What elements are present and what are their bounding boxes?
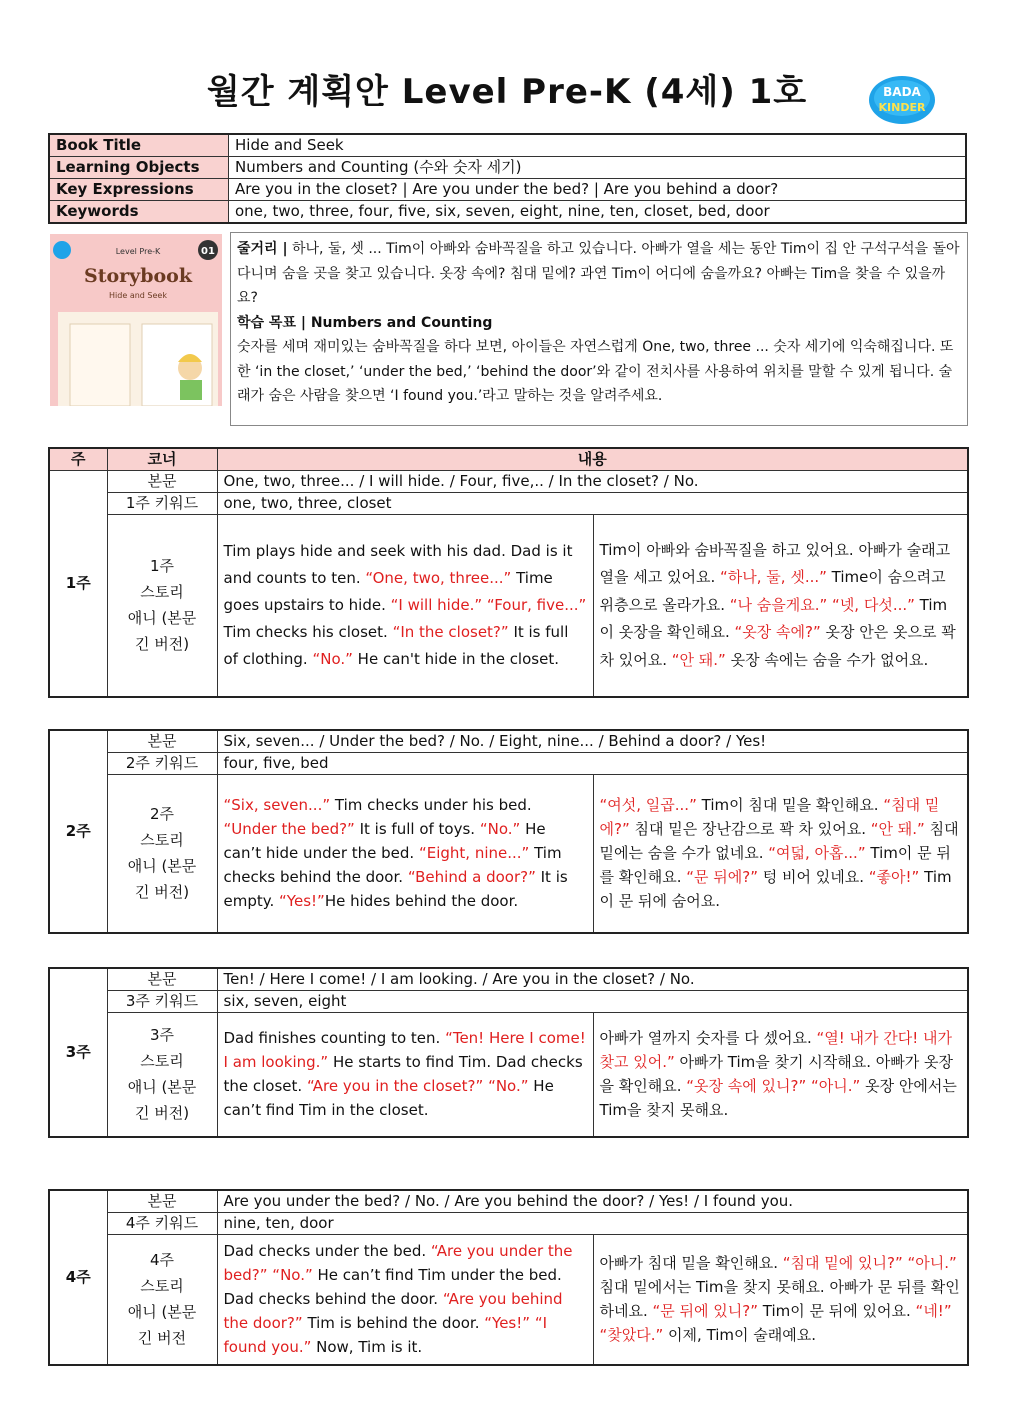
story-text: 침대 밑은 장난감으로 꽉 차 있어요. bbox=[629, 820, 871, 839]
plot-label: 줄거리 | bbox=[237, 241, 288, 257]
header-week: 주 bbox=[49, 448, 107, 471]
info-value: Hide and Seek bbox=[229, 134, 967, 157]
keyword-content: one, two, three, closet bbox=[217, 493, 968, 515]
text-corner-label: 본문 bbox=[107, 968, 217, 991]
story-text: 아빠가 열까지 숫자를 다 셌어요. bbox=[599, 1029, 817, 1048]
cover-subtitle: Hide and Seek bbox=[109, 291, 167, 300]
story-text: He can’t find Tim in the closet. bbox=[223, 1077, 554, 1120]
story-label-line: 애니 (본문 bbox=[127, 609, 197, 628]
dialogue-highlight: “Ten! Here I come! I am looking.” bbox=[223, 1029, 586, 1072]
keyword-row bbox=[49, 991, 968, 1013]
week-2-table bbox=[48, 729, 969, 934]
story-english bbox=[217, 1235, 593, 1365]
keyword-content: six, seven, eight bbox=[217, 991, 968, 1013]
text-content: Ten! / Here I come! / I am looking. / Are you in the closet? / No. bbox=[217, 968, 968, 991]
dialogue-highlight: “침대 밑에?” bbox=[599, 796, 940, 839]
text-content: Six, seven... / Under the bed? / No. / Eight, nine... / Behind a door? / Yes! bbox=[217, 730, 968, 753]
dialogue-highlight: “여덟, 아홉...” bbox=[768, 844, 866, 863]
story-text: He can't hide in the closet. bbox=[352, 649, 559, 668]
story-korean bbox=[593, 1013, 968, 1137]
story-text: Tim is behind the door. bbox=[302, 1314, 485, 1333]
story-korean bbox=[593, 775, 968, 933]
dialogue-highlight: “One, two, three...” bbox=[365, 568, 512, 587]
dialogue-highlight: “No.” bbox=[272, 1266, 313, 1285]
keyword-corner-label: 4주 키워드 bbox=[107, 1213, 217, 1235]
story-corner-label bbox=[107, 515, 217, 697]
info-key: Learning Objects bbox=[49, 157, 229, 179]
cover-title: Storybook bbox=[83, 265, 193, 287]
text-corner-label: 본문 bbox=[107, 730, 217, 753]
info-value: Are you in the closet? | Are you under the bed? | Are you behind a door? bbox=[229, 179, 967, 201]
dialogue-highlight: “옷장 속에?” bbox=[734, 623, 821, 641]
story-label-line: 애니 (본문 bbox=[127, 1078, 197, 1097]
story-text: Tim이 아빠와 숨바꼭질을 하고 있어요. 아빠가 술래고 열을 세고 있어요. bbox=[599, 540, 951, 586]
story-text: He hides behind the door. bbox=[324, 892, 519, 911]
story-text: Tim이 옷장을 확인해요. bbox=[599, 595, 948, 641]
dialogue-highlight: “Yes!” bbox=[484, 1314, 531, 1333]
story-text: Tim이 문 뒤에 있어요. bbox=[758, 1302, 916, 1321]
story-text: 침대 밑에는 숨을 수가 없네요. bbox=[599, 820, 959, 863]
story-text: 침대 밑에서는 Tim을 찾지 못해요. 아빠가 문 뒤를 확인하네요. bbox=[599, 1278, 960, 1321]
dialogue-highlight: “No.” bbox=[312, 649, 353, 668]
dialogue-highlight: “아니.” bbox=[811, 1077, 861, 1096]
story-row bbox=[49, 1013, 968, 1137]
info-value: Numbers and Counting (수와 숫자 세기) bbox=[229, 157, 967, 179]
plot-text: 하나, 둘, 셋 ... Tim이 아빠와 숨바꼭질을 하고 있습니다. 아빠가 열을 세는 동안 Tim이 집 안 구석구석을 돌아다니며 숨을 곳을 찾고 있습니다. 옷장 속에? 침대 밑에? 과연 Tim이 어디에 숨을까요? 아빠는 Tim을 찾을 수 있을까요? bbox=[237, 241, 960, 306]
story-text: He can’t find Tim under the bed. Dad checks behind the door. bbox=[223, 1266, 562, 1309]
story-text: Tim checks behind the door. bbox=[223, 844, 562, 887]
info-row bbox=[49, 201, 966, 224]
story-text: It is empty. bbox=[223, 868, 568, 911]
text-content: Are you under the bed? / No. / Are you behind the door? / Yes! / I found you. bbox=[217, 1190, 968, 1213]
story-label-line: 스토리 bbox=[140, 831, 184, 850]
story-row bbox=[49, 515, 968, 697]
story-label-line: 1주 bbox=[149, 557, 175, 576]
story-text: 옷장 속에는 숨을 수가 없어요. bbox=[725, 650, 929, 669]
dialogue-highlight: “Four, five...” bbox=[486, 595, 587, 614]
story-row bbox=[49, 775, 968, 933]
dialogue-highlight: “Behind a door?” bbox=[407, 868, 536, 887]
dialogue-highlight: “Under the bed?” bbox=[223, 820, 355, 839]
plot-paragraph bbox=[237, 237, 961, 311]
dialogue-highlight: “옷장 속에 있니?” bbox=[686, 1077, 807, 1096]
keyword-content: nine, ten, door bbox=[217, 1213, 968, 1235]
story-english bbox=[217, 515, 593, 697]
story-label-line: 긴 버전) bbox=[134, 883, 190, 902]
dialogue-highlight: “넷, 다섯...” bbox=[832, 595, 915, 614]
dialogue-highlight: “No.” bbox=[488, 1077, 529, 1096]
story-text: It is full of clothing. bbox=[223, 622, 569, 668]
story-text: He starts to find Tim. Dad checks the closet. bbox=[223, 1053, 583, 1096]
keyword-corner-label: 2주 키워드 bbox=[107, 753, 217, 775]
story-korean bbox=[593, 1235, 968, 1365]
goal-text: 숫자를 세며 재미있는 숨바꼭질을 하다 보면, 아이들은 자연스럽게 One, two, three ... 숫자 세기에 익숙해집니다. 또한 ‘in the closet,’ ‘under the bed,’ ‘behind the door’와 같이 전치사를 사용하여 위치를 말할 수 있게 됩니다. 술래가 숨은 사람을 찾으면 ‘I found you.’라고 말하는 것을 알려주세요. bbox=[237, 339, 954, 404]
story-text: Tim이 문 뒤를 확인해요. bbox=[599, 844, 951, 887]
story-label-line: 긴 버전) bbox=[134, 635, 190, 654]
info-row bbox=[49, 134, 966, 157]
story-text: 아빠가 Tim을 찾기 시작해요. 아빠가 옷장을 확인해요. bbox=[599, 1053, 953, 1096]
story-label-line: 애니 (본문 bbox=[127, 1303, 197, 1322]
text-row bbox=[49, 730, 968, 753]
week-label: 3주 bbox=[49, 968, 107, 1137]
dialogue-highlight: “문 뒤에 있니?” bbox=[652, 1302, 759, 1321]
week-label: 2주 bbox=[49, 730, 107, 933]
story-label-line: 스토리 bbox=[140, 1052, 184, 1071]
story-text: Dad finishes counting to ten. bbox=[223, 1029, 446, 1048]
dialogue-highlight: “좋아!” bbox=[868, 868, 920, 887]
goal-label: 학습 목표 | Numbers and Counting bbox=[237, 314, 493, 331]
dialogue-highlight: “I found you.” bbox=[223, 1314, 548, 1357]
keyword-content: four, five, bed bbox=[217, 753, 968, 775]
text-row bbox=[49, 968, 968, 991]
story-text: 옷장 안에서는 Tim을 찾지 못해요. bbox=[599, 1077, 957, 1120]
header-content: 내용 bbox=[217, 448, 968, 471]
keyword-row bbox=[49, 753, 968, 775]
text-corner-label: 본문 bbox=[107, 1190, 217, 1213]
story-text: 텅 비어 있네요. bbox=[758, 868, 869, 887]
dialogue-highlight: “In the closet?” bbox=[392, 622, 509, 641]
keyword-corner-label: 1주 키워드 bbox=[107, 493, 217, 515]
text-corner-label: 본문 bbox=[107, 471, 217, 493]
week-1-table bbox=[48, 447, 969, 698]
story-english bbox=[217, 775, 593, 933]
text-row bbox=[49, 471, 968, 493]
dialogue-highlight: “아니.” bbox=[907, 1254, 957, 1273]
dialogue-highlight: “안 돼.” bbox=[870, 820, 925, 839]
cover-level: Level Pre-K bbox=[115, 247, 161, 256]
story-text: Tim checks his closet. bbox=[223, 622, 393, 641]
dialogue-highlight: “열! 내가 간다! 내가 찾고 있어.” bbox=[599, 1029, 953, 1072]
story-text: He can’t hide under the bed. bbox=[223, 820, 546, 863]
story-text: 옷장 안은 옷으로 꽉 차 있어요. bbox=[599, 623, 956, 669]
dialogue-highlight: “Yes!” bbox=[279, 892, 325, 911]
dialogue-highlight: “여섯, 일곱...” bbox=[599, 796, 697, 815]
story-text: 아빠가 침대 밑을 확인해요. bbox=[599, 1254, 783, 1273]
dialogue-highlight: “I will hide.” bbox=[390, 595, 483, 614]
dialogue-highlight: “찾았다.” bbox=[599, 1326, 664, 1345]
text-row bbox=[49, 1190, 968, 1213]
story-label-line: 긴 버전 bbox=[137, 1329, 187, 1348]
story-row bbox=[49, 1235, 968, 1365]
story-label-line: 3주 bbox=[149, 1026, 175, 1045]
story-corner-label bbox=[107, 1235, 217, 1365]
story-korean bbox=[593, 515, 968, 697]
dialogue-highlight: “침대 밑에 있니?” bbox=[782, 1254, 903, 1273]
story-english bbox=[217, 1013, 593, 1137]
cover-art bbox=[50, 234, 222, 406]
dialogue-highlight: “안 돼.” bbox=[671, 650, 726, 669]
info-key: Book Title bbox=[49, 134, 229, 157]
info-value: one, two, three, four, five, six, seven, eight, nine, ten, closet, bed, door bbox=[229, 201, 967, 224]
story-corner-label bbox=[107, 1013, 217, 1137]
keyword-row bbox=[49, 493, 968, 515]
story-text: Tim checks under his bed. bbox=[330, 796, 532, 815]
bada-kinder-logo bbox=[868, 74, 936, 126]
story-label-line: 스토리 bbox=[140, 583, 184, 602]
info-key: Key Expressions bbox=[49, 179, 229, 201]
dialogue-highlight: “Are you in the closet?” bbox=[306, 1077, 484, 1096]
page-title: 월간 계획안 Level Pre-K (4세) 1호 bbox=[206, 72, 808, 112]
dialogue-highlight: “나 숨을게요.” bbox=[729, 595, 828, 614]
story-text: Time goes upstairs to hide. bbox=[223, 568, 553, 614]
dialogue-highlight: “Eight, nine...” bbox=[418, 844, 530, 863]
info-row bbox=[49, 157, 966, 179]
story-text: Now, Tim is it. bbox=[311, 1338, 423, 1357]
story-text: Tim이 침대 밑을 확인해요. bbox=[696, 796, 884, 815]
story-text: Tim plays hide and seek with his dad. Dad is it and counts to ten. bbox=[223, 541, 573, 587]
week-label: 1주 bbox=[49, 471, 107, 697]
story-text: Tim이 문 뒤에 숨어요. bbox=[599, 868, 952, 911]
dialogue-highlight: “Six, seven...” bbox=[223, 796, 331, 815]
story-label-line: 스토리 bbox=[140, 1277, 184, 1296]
story-label-line: 긴 버전) bbox=[134, 1104, 190, 1123]
story-text: 이제, Tim이 술래예요. bbox=[663, 1326, 817, 1345]
story-text: Dad checks under the bed. bbox=[223, 1242, 431, 1261]
story-label-line: 4주 bbox=[149, 1251, 175, 1270]
info-row bbox=[49, 179, 966, 201]
info-key: Keywords bbox=[49, 201, 229, 224]
text-content: One, two, three... / I will hide. / Four, five,.. / In the closet? / No. bbox=[217, 471, 968, 493]
dialogue-highlight: “문 뒤에?” bbox=[686, 868, 759, 887]
week-label: 4주 bbox=[49, 1190, 107, 1365]
keyword-corner-label: 3주 키워드 bbox=[107, 991, 217, 1013]
book-cover bbox=[50, 234, 222, 406]
keyword-row bbox=[49, 1213, 968, 1235]
dialogue-highlight: “Are you behind the door?” bbox=[223, 1290, 563, 1333]
book-summary bbox=[230, 232, 968, 426]
logo-line1: BADA bbox=[883, 85, 921, 99]
story-label-line: 애니 (본문 bbox=[127, 857, 197, 876]
story-label-line: 2주 bbox=[149, 805, 175, 824]
logo-line2: KINDER bbox=[878, 101, 926, 114]
story-corner-label bbox=[107, 775, 217, 933]
week-3-table bbox=[48, 967, 969, 1138]
book-info-table bbox=[48, 133, 967, 224]
dialogue-highlight: “No.” bbox=[479, 820, 521, 839]
cover-badge: 01 bbox=[201, 246, 215, 257]
week-4-table bbox=[48, 1189, 969, 1366]
story-text: Time이 숨으려고 위층으로 올라가요. bbox=[599, 568, 946, 614]
dialogue-highlight: “하나, 둘, 셋...” bbox=[720, 568, 827, 586]
dialogue-highlight: “네!” bbox=[915, 1302, 952, 1321]
story-text: It is full of toys. bbox=[354, 820, 480, 839]
header-corner: 코너 bbox=[107, 448, 217, 471]
dialogue-highlight: “Are you under the bed?” bbox=[223, 1242, 573, 1285]
